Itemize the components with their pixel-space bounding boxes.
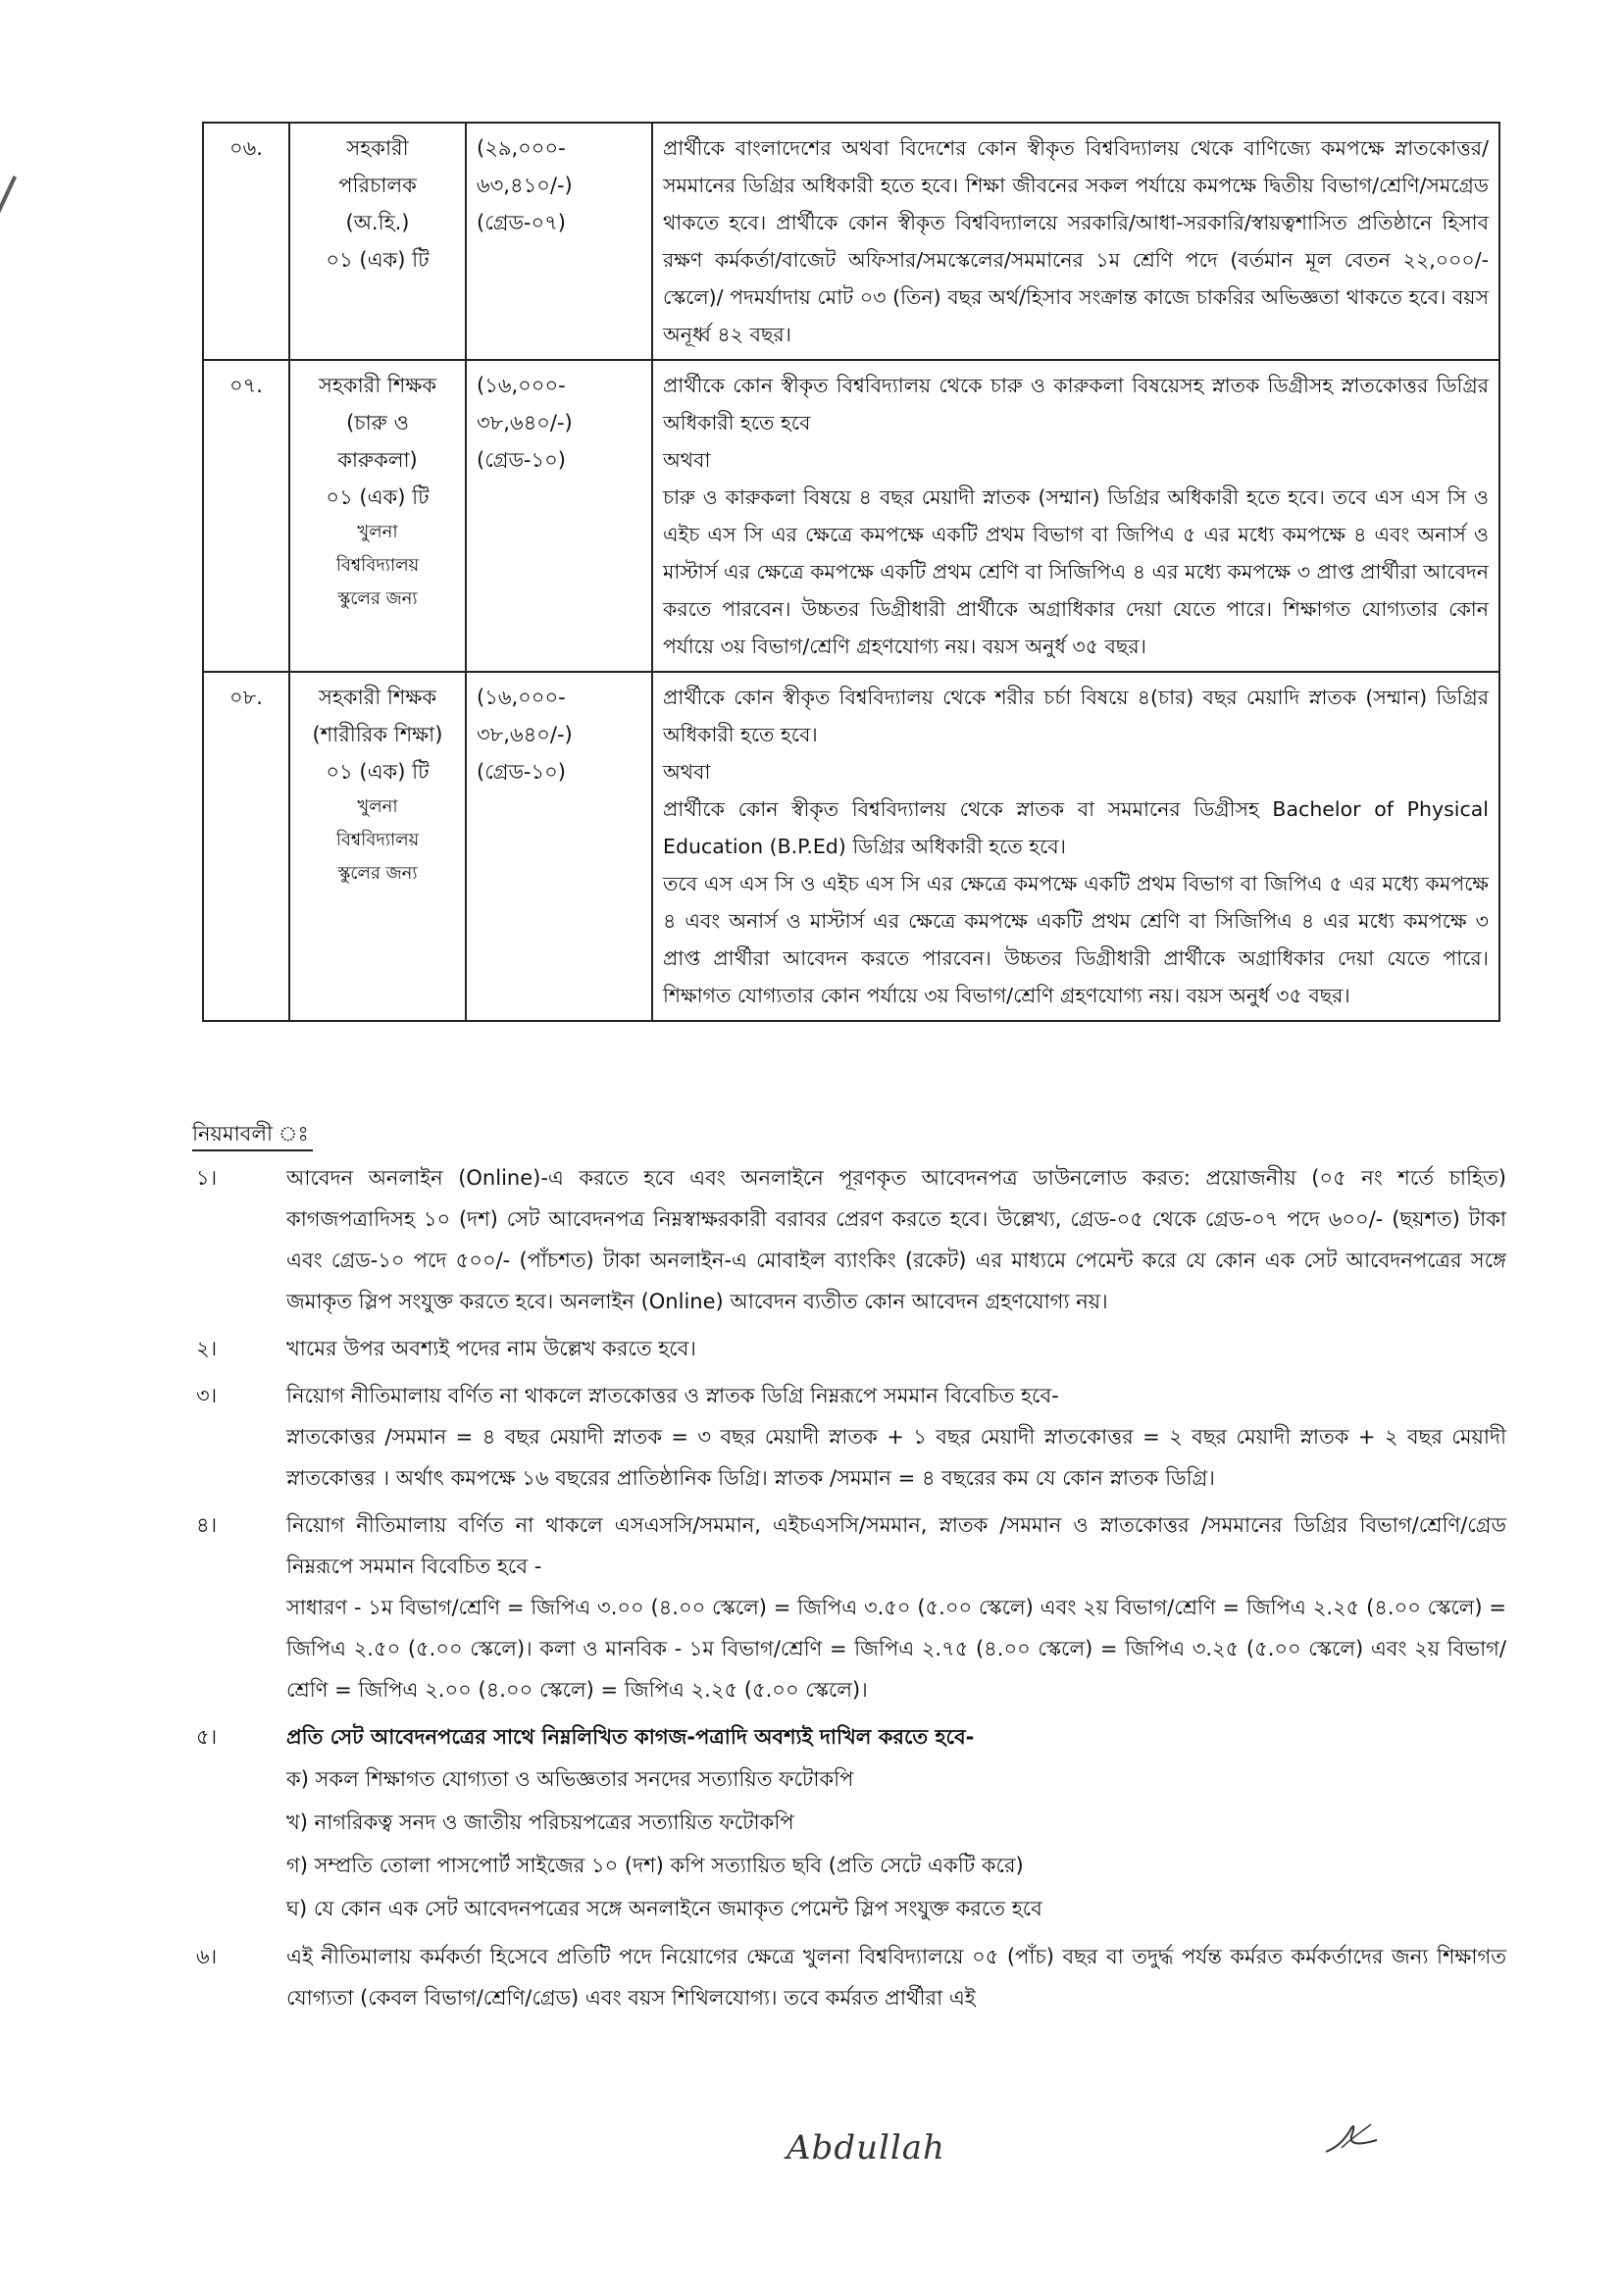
pay-scale-cell — [466, 672, 652, 1021]
rule-item — [192, 1936, 1506, 2018]
post-line: বিশ্ববিদ্যালয় — [335, 555, 420, 576]
rule-number: ৩। — [196, 1384, 218, 1407]
pay-line: (গ্রেড-১০) — [477, 760, 566, 784]
post-line: সহকারী শিক্ষক — [318, 374, 437, 397]
post-line: স্কুলের জন্য — [337, 588, 418, 609]
rule-item — [192, 1716, 1506, 1930]
requirement-text: অথবা — [663, 448, 711, 472]
pay-line: (২৯,০০০- — [477, 136, 566, 160]
requirement-text: অথবা — [663, 760, 711, 784]
rule-text-detail: স্নাতকোত্তর /সমমান = ৪ বছর মেয়াদী স্নাতক = ৩ বছর মেয়াদী স্নাতক + ১ বছর মেয়াদী স্নাতকোত্তর = ২ বছর মেয়াদী স্নাতক + ২ বছর মেয়াদী স্নাতকোত্তর । অর্থাৎ কমপক্ষে ১৬ বছরের প্রাতিষ্ঠানিক ডিগ্রি। স্নাতক /সমমান = ৪ বছরের কম যে কোন স্নাতক ডিগ্রি। — [286, 1425, 1506, 1490]
rule-text: প্রতি সেট আবেদনপত্রের সাথে নিম্নলিখিত কাগজ-পত্রাদি অবশ্যই দাখিল করতে হবে- — [286, 1725, 975, 1749]
requirement-text: প্রার্থীকে কোন স্বীকৃত বিশ্ববিদ্যালয় থেকে স্নাতক বা সমমানের ডিগ্রীসহ Bachelor of Physical Education (B.P.Ed) ডিগ্রির অধিকারী হতে হবে। — [663, 797, 1489, 858]
posts-table — [202, 122, 1500, 1022]
post-line: খুলনা — [357, 796, 398, 817]
serial-cell: ০৭. — [203, 360, 289, 672]
post-line: ০১ (এক) টি — [326, 248, 430, 272]
requirement-text: প্রার্থীকে কোন স্বীকৃত বিশ্ববিদ্যালয় থেকে শরীর চর্চা বিষয়ে ৪(চার) বছর মেয়াদি স্নাতক (সম্মান) ডিগ্রির অধিকারী হতে হবে। — [663, 686, 1489, 746]
rule-number: ৫। — [196, 1725, 218, 1749]
pay-line: (গ্রেড-১০) — [477, 448, 566, 472]
table-row — [203, 360, 1499, 672]
rule-text: নিয়োগ নীতিমালায় বর্ণিত না থাকলে এসএসসি/সমমান, এইচএসসি/সমমান, স্নাতক /সমমান ও স্নাতকোত্তর /সমমানের ডিগ্রির বিভাগ/শ্রেণি/গ্রেড নিম্নরূপে সমমান বিবেচিত হবে - — [286, 1513, 1506, 1578]
rule-text: নিয়োগ নীতিমালায় বর্ণিত না থাকলে স্নাতকোত্তর ও স্নাতক ডিগ্রি নিম্নরূপে সমমান বিবেচিত হবে- — [286, 1384, 1059, 1407]
rule-item — [192, 1504, 1506, 1710]
requirement-text: তবে এস এস সি ও এইচ এস সি এর ক্ষেত্রে কমপক্ষে একটি প্রথম বিভাগ বা জিপিএ ৫ এর মধ্যে কমপক্ষে ৪ এবং অনার্স ও মাস্টার্স এর ক্ষেত্রে কমপক্ষে একটি প্রথম শ্রেণি বা সিজিপিএ ৪ এর মধ্যে কমপক্ষে ৩ প্রাপ্ত প্রার্থীরা আবেদন করতে পারবেন। উচ্চতর ডিগ্রীধারী প্রার্থীকে অগ্রাধিকার দেয়া যেতে পারে। শিক্ষাগত যোগ্যতার কোন পর্যায়ে ৩য় বিভাগ/শ্রেণি গ্রহণযোগ্য নয়। বয়স অনুর্ধ ৩৫ বছর। — [663, 872, 1489, 1007]
requirement-text: চারু ও কারুকলা বিষয়ে ৪ বছর মেয়াদী স্নাতক (সম্মান) ডিগ্রির অধিকারী হতে হবে। তবে এস এস সি ও এইচ এস সি এর ক্ষেত্রে কমপক্ষে একটি প্রথম বিভাগ বা জিপিএ ৫ এর মধ্যে কমপক্ষে ৪ এবং অনার্স ও মাস্টার্স এর ক্ষেত্রে কমপক্ষে একটি প্রথম শ্রেণি বা সিজিপিএ ৪ এর মধ্যে কমপক্ষে ৩ প্রাপ্ত প্রার্থীরা আবেদন করতে পারবেন। উচ্চতর ডিগ্রীধারী প্রার্থীকে অগ্রাধিকার দেয়া যেতে পারে। শিক্ষাগত যোগ্যতার কোন পর্যায়ে ৩য় বিভাগ/শ্রেণি গ্রহণযোগ্য নয়। বয়স অনুর্ধ ৩৫ বছর। — [663, 485, 1489, 658]
rules-section — [192, 1118, 1506, 2018]
serial-cell: ০৮. — [203, 672, 289, 1021]
list-item: ঘ) যে কোন এক সেট আবেদনপত্রের সঙ্গে অনলাইনে জমাকৃত পেমেন্ট স্লিপ সংযুক্ত করতে হবে — [286, 1897, 1042, 1920]
rule-number: ২। — [196, 1337, 218, 1360]
post-line: ০১ (এক) টি — [326, 485, 430, 509]
post-line: সহকারী — [346, 136, 409, 160]
post-cell — [289, 123, 466, 360]
rule-item — [192, 1328, 1506, 1369]
table-row — [203, 672, 1499, 1021]
post-line: (শারীরিক শিক্ষা) — [312, 723, 443, 746]
pay-line: (১৬,০০০- — [477, 374, 566, 397]
rule-number: ৪। — [196, 1513, 218, 1537]
requirements-cell — [652, 123, 1499, 360]
post-cell — [289, 672, 466, 1021]
rule-text: আবেদন অনলাইন (Online)-এ করতে হবে এবং অনলাইনে পূরণকৃত আবেদনপত্র ডাউনলোড করত: প্রয়োজনীয় (০৫ নং শর্তে চাহিত) কাগজপত্রাদিসহ ১০ (দশ) সেট আবেদনপত্র নিম্নস্বাক্ষরকারী বরাবর প্রেরণ করতে হবে। উল্লেখ্য, গ্রেড-০৫ থেকে গ্রেড-০৭ পদে ৬০০/- (ছয়শত) টাকা এবং গ্রেড-১০ পদে ৫০০/- (পাঁচশত) টাকা অনলাইন-এ মোবাইল ব্যাংকিং (রকেট) এর মাধ্যমে পেমেন্ট করে যে কোন এক সেট আবেদনপত্রের সঙ্গে জমাকৃত স্লিপ সংযুক্ত করতে হবে। অনলাইন (Online) আবেদন ব্যতীত কোন আবেদন গ্রহণযোগ্য নয়। — [286, 1166, 1506, 1313]
post-line: কারুকলা) — [337, 448, 418, 472]
scan-mark — [0, 176, 29, 236]
signature-initial-icon — [1322, 2118, 1381, 2158]
list-item: ক) সকল শিক্ষাগত যোগ্যতা ও অভিজ্ঞতার সনদের সত্যায়িত ফটোকপি — [286, 1767, 854, 1791]
rule-number: ১। — [196, 1166, 218, 1190]
table-row — [203, 123, 1499, 360]
pay-line: ৩৮,৬৪০/-) — [477, 411, 573, 434]
rule-item — [192, 1375, 1506, 1499]
serial-cell: ০৬. — [203, 123, 289, 360]
rule-text-detail: সাধারণ - ১ম বিভাগ/শ্রেণি = জিপিএ ৩.০০ (৪.০০ স্কেলে) = জিপিএ ৩.৫০ (৫.০০ স্কেলে) এবং ২য় বিভাগ/শ্রেণি = জিপিএ ২.২৫ (৪.০০ স্কেলে) = জিপিএ ২.৫০ (৫.০০ স্কেলে)। কলা ও মানবিক - ১ম বিভাগ/শ্রেণি = জিপিএ ২.৭৫ (৪.০০ স্কেলে) = জিপিএ ৩.২৫ (৫.০০ স্কেলে) এবং ২য় বিভাগ/শ্রেণি = জিপিএ ২.০০ (৪.০০ স্কেলে) = জিপিএ ২.২৫ (৫.০০ স্কেলে)। — [286, 1596, 1506, 1702]
pay-line: ৬৩,৪১০/-) — [477, 174, 573, 197]
post-line: সহকারী শিক্ষক — [318, 686, 437, 709]
post-cell — [289, 360, 466, 672]
pay-line: ৩৮,৬৪০/-) — [477, 723, 573, 746]
pay-line: (১৬,০০০- — [477, 686, 566, 709]
requirement-text: প্রার্থীকে কোন স্বীকৃত বিশ্ববিদ্যালয় থেকে চারু ও কারুকলা বিষয়েসহ স্নাতক ডিগ্রীসহ স্নাতকোত্তর ডিগ্রির অধিকারী হতে হবে — [663, 374, 1489, 434]
post-line: ০১ (এক) টি — [326, 760, 430, 784]
rule-text: এই নীতিমালায় কর্মকর্তা হিসেবে প্রতিটি পদে নিয়োগের ক্ষেত্রে খুলনা বিশ্ববিদ্যালয়ে ০৫ (পাঁচ) বছর বা তদুর্দ্ধ পর্যন্ত কর্মরত কর্মকর্তাদের জন্য শিক্ষাগত যোগ্যতা (কেবল বিভাগ/শ্রেণি/গ্রেড) এবং বয়স শিথিলযোগ্য। তবে কর্মরত প্রার্থীরা এই — [286, 1945, 1506, 2010]
rule-text: খামের উপর অবশ্যই পদের নাম উল্লেখ করতে হবে। — [286, 1337, 696, 1360]
list-item: খ) নাগরিকত্ব সনদ ও জাতীয় পরিচয়পত্রের সত্যায়িত ফটোকপি — [286, 1810, 794, 1834]
list-item: গ) সম্প্রতি তোলা পাসপোর্ট সাইজের ১০ (দশ) কপি সত্যায়িত ছবি (প্রতি সেটে একটি করে) — [286, 1854, 1024, 1877]
requirement-text: প্রার্থীকে বাংলাদেশের অথবা বিদেশের কোন স্বীকৃত বিশ্ববিদ্যালয় থেকে বাণিজ্যে কমপক্ষে স্নাতকোত্তর/সমমানের ডিগ্রির অধিকারী হতে হবে। শিক্ষা জীবনের সকল পর্যায়ে কমপক্ষে দ্বিতীয় বিভাগ/শ্রেণি/সমগ্রেড থাকতে হবে। প্রার্থীকে কোন স্বীকৃত বিশ্ববিদ্যালয়ে সরকারি/আধা-সরকারি/স্বায়ত্বশাসিত প্রতিষ্ঠানে হিসাব রক্ষণ কর্মকর্তা/বাজেট অফিসার/সমস্কেলের/সমমানের ১ম শ্রেণি পদে (বর্তমান মূল বেতন ২২,০০০/- স্কেলে)/ পদমর্যাদায় মোট ০৩ (তিন) বছর অর্থ/হিসাব সংক্রান্ত কাজে চাকরির অভিজ্ঞতা থাকতে হবে। বয়স অনূর্ধ্ব ৪২ বছর। — [663, 136, 1489, 346]
rule-number: ৬। — [196, 1945, 218, 1968]
document-list — [286, 1758, 1506, 1930]
rule-item — [192, 1157, 1506, 1322]
post-line: পরিচালক — [338, 174, 417, 197]
post-line: (চারু ও — [346, 411, 409, 434]
signature-abdullah: Abdullah — [787, 2128, 945, 2167]
pay-scale-cell — [466, 123, 652, 360]
pay-line: (গ্রেড-০৭) — [477, 211, 566, 234]
post-line: স্কুলের জন্য — [337, 863, 418, 884]
post-line: খুলনা — [357, 522, 398, 542]
post-line: (অ.হি.) — [345, 211, 410, 234]
requirements-cell — [652, 672, 1499, 1021]
requirements-cell — [652, 360, 1499, 672]
post-line: বিশ্ববিদ্যালয় — [335, 830, 420, 850]
rules-title: নিয়মাবলী ঃ — [192, 1118, 313, 1151]
pay-scale-cell — [466, 360, 652, 672]
